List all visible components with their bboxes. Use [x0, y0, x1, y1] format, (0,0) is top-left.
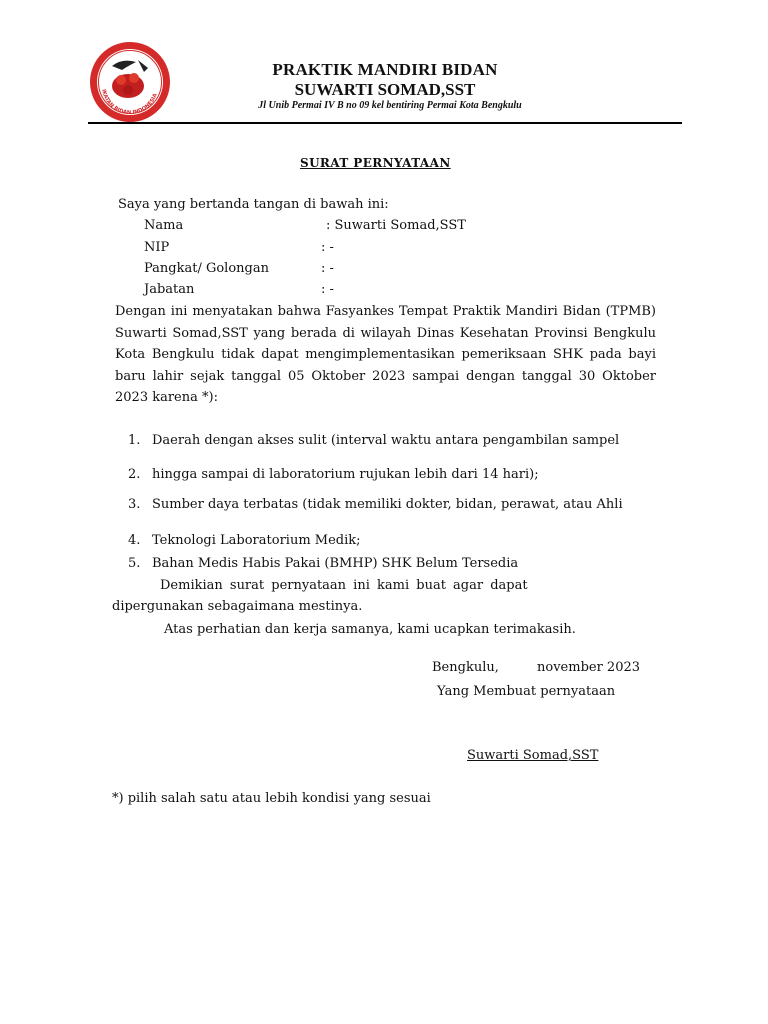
signature-name: Suwarti Somad,SST: [467, 748, 599, 763]
document-title: SURAT PERNYATAAN: [300, 156, 451, 170]
ibi-logo: [88, 40, 172, 124]
closing-line-2: dipergunakan sebagaimana mestinya.: [112, 599, 363, 614]
signature-date: november 2023: [537, 660, 641, 675]
logo-text: IKATAN BIDAN INDONESIA: [100, 88, 159, 117]
field-label-nama: Nama: [144, 218, 184, 233]
field-label-nip: NIP: [144, 240, 170, 255]
field-label-jabatan: Jabatan: [144, 282, 195, 297]
list-number: 5.: [128, 556, 141, 571]
closing-thanks: Atas perhatian dan kerja samanya, kami ucapkan terimakasih.: [164, 622, 576, 637]
field-value-pangkat: : -: [321, 261, 334, 276]
list-text: Teknologi Laboratorium Medik;: [152, 533, 361, 548]
list-number: 4.: [128, 533, 141, 548]
field-value-nama: : Suwarti Somad,SST: [326, 218, 466, 233]
header-midwife-name: SUWARTI SOMAD,SST: [294, 80, 476, 99]
list-text: hingga sampai di laboratorium rujukan lebih dari 14 hari);: [152, 467, 539, 482]
field-label-pangkat: Pangkat/ Golongan: [144, 261, 269, 276]
field-value-jabatan: : -: [321, 282, 334, 297]
signature-role: Yang Membuat pernyataan: [437, 684, 616, 699]
closing-line-1: Demikian surat pernyataan ini kami buat agar dapat: [160, 578, 528, 593]
list-number: 1.: [128, 433, 141, 448]
statement-paragraph: Dengan ini menyatakan bahwa Fasyankes Tempat Praktik Mandiri Bidan (TPMB) Suwarti Somad,SST yang berada di wilayah Dinas Kesehatan Provinsi Bengkulu Kota Bengkulu tidak dapat mengimplementasikan pemeriksaan SHK pada bayi baru lahir sejak tanggal 05 Oktober 2023 sampai dengan tanggal 30 Oktober 2023 karena *):: [115, 304, 656, 405]
header-address: Jl Unib Permai IV B no 09 kel bentiring Permai Kota Bengkulu: [258, 100, 522, 111]
list-number: 2.: [128, 467, 141, 482]
list-number: 3.: [128, 497, 141, 512]
footnote: *) pilih salah satu atau lebih kondisi yang sesuai: [112, 791, 431, 806]
list-text: Daerah dengan akses sulit (interval waktu antara pengambilan sampel: [152, 433, 620, 448]
signature-place: Bengkulu,: [432, 660, 499, 675]
header-practice-name: PRAKTIK MANDIRI BIDAN: [272, 60, 498, 79]
field-value-nip: : -: [321, 240, 334, 255]
list-text: Sumber daya terbatas (tidak memiliki dokter, bidan, perawat, atau Ahli: [152, 497, 623, 512]
intro-text: Saya yang bertanda tangan di bawah ini:: [118, 197, 389, 212]
list-text: Bahan Medis Habis Pakai (BMHP) SHK Belum Tersedia: [152, 556, 519, 571]
header-divider: [88, 122, 682, 124]
